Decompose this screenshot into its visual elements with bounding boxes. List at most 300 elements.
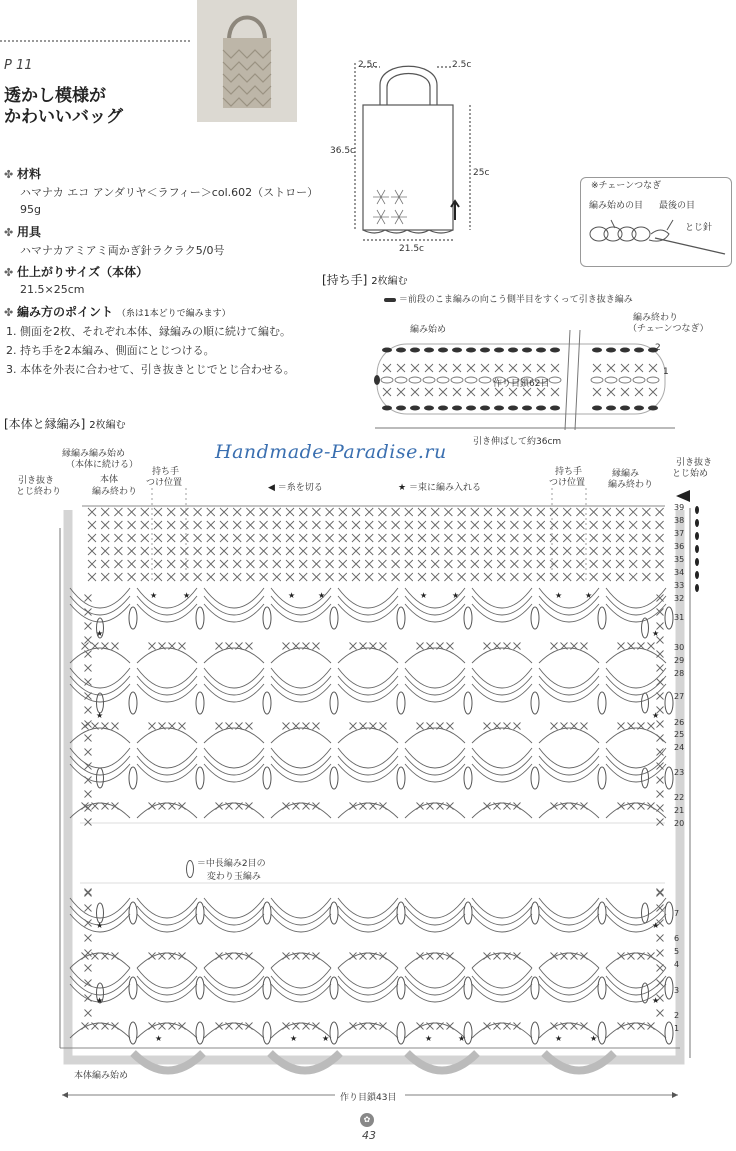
sc-stitch — [326, 547, 334, 555]
materials-heading: 材料 — [17, 167, 42, 181]
sc-stitch — [180, 547, 188, 555]
sc-stitch — [273, 508, 281, 516]
sc-stitch — [88, 534, 96, 542]
row-number: 26 — [674, 718, 685, 727]
row-number: 32 — [674, 594, 685, 603]
chain-stitch — [479, 377, 491, 383]
sc-stitch — [85, 889, 92, 896]
chain-arch — [338, 968, 398, 988]
sc-stitch — [233, 534, 241, 542]
slip-stitch — [438, 348, 448, 353]
sc-stitch — [286, 547, 294, 555]
chain-arch — [137, 764, 197, 782]
direction-arrow-icon — [451, 201, 459, 220]
slip-stitch — [466, 348, 476, 353]
chain-stitch — [647, 377, 659, 383]
sc-stitch — [194, 534, 202, 542]
row-number: 30 — [674, 643, 685, 652]
slip-stitch — [424, 348, 434, 353]
diamond-bullet-icon: ✤ — [4, 306, 14, 319]
sc-stitch — [576, 560, 584, 568]
sc-stitch — [418, 573, 426, 581]
chain-arch — [405, 764, 465, 782]
sc-stitch — [378, 508, 386, 516]
sc-stitch — [141, 521, 149, 529]
sc-stitch — [85, 595, 92, 602]
puff-stitch — [129, 977, 137, 999]
sc-stitch — [616, 534, 624, 542]
sc-stitch — [85, 1010, 92, 1017]
chain-arch — [338, 668, 398, 688]
sc-stitch — [484, 521, 492, 529]
chain-arch — [137, 968, 197, 988]
sc-stitch — [260, 521, 268, 529]
chain-arch — [137, 648, 197, 663]
page-number: 43 — [362, 1129, 376, 1142]
handle-pos-left: 持ち手 — [152, 467, 180, 477]
slip-stitch — [592, 348, 602, 353]
sc-stitch — [550, 534, 558, 542]
puff-stitch — [129, 902, 137, 924]
chain-arch — [70, 803, 130, 818]
slip-join-label-2: とじ終わり — [16, 487, 62, 497]
chain-arch — [271, 976, 331, 995]
watermark: Handmade-Paradise.ru — [215, 441, 447, 463]
sc-stitch — [603, 521, 611, 529]
chain-arch — [204, 728, 264, 743]
puff-stitch — [330, 692, 338, 714]
sc-stitch — [657, 889, 664, 896]
slip-stitch — [536, 348, 546, 353]
chain-arch — [539, 976, 599, 995]
sc-stitch — [85, 749, 92, 756]
chain-arch — [204, 906, 264, 925]
chain-arch — [271, 984, 331, 1002]
puff-stitch — [464, 977, 472, 999]
puff-legend-1: ＝中長編み2目の — [196, 859, 266, 869]
chain-stitch — [465, 377, 477, 383]
sc-stitch — [550, 521, 558, 529]
puff-stitch — [397, 902, 405, 924]
puff-stitch — [196, 902, 204, 924]
sc-stitch — [180, 534, 188, 542]
chain-arch — [70, 588, 130, 608]
sc-stitch — [425, 388, 433, 396]
sc-stitch — [397, 364, 405, 372]
sc-stitch — [656, 534, 664, 542]
sc-stitch — [621, 388, 629, 396]
chain-arch — [271, 764, 331, 782]
chain-arch — [472, 914, 532, 932]
puff-stitch — [531, 767, 539, 789]
sc-stitch — [603, 508, 611, 516]
chain-arch — [271, 648, 331, 663]
chain-arch — [472, 764, 532, 782]
row-number: 24 — [674, 743, 685, 752]
chain-arch — [137, 676, 197, 695]
sc-stitch — [128, 521, 136, 529]
chain-arch — [405, 668, 465, 688]
chain-arch — [70, 756, 130, 775]
sc-stitch — [273, 573, 281, 581]
chain-arch — [204, 984, 264, 1002]
dim-handle-right: 2.5c — [452, 60, 472, 70]
sc-stitch — [524, 573, 532, 581]
puff-stitch — [642, 903, 649, 923]
sc-stitch — [339, 573, 347, 581]
chain-arch — [204, 914, 264, 932]
tools-heading: 用具 — [17, 225, 42, 239]
sc-stitch — [418, 547, 426, 555]
chain-arch — [405, 648, 465, 663]
sc-stitch — [642, 547, 650, 555]
handle-chain: 作り目鎖62目 — [493, 379, 550, 389]
sc-stitch — [299, 560, 307, 568]
sc-stitch — [524, 547, 532, 555]
sc-stitch — [286, 560, 294, 568]
sc-stitch — [194, 521, 202, 529]
sc-stitch — [590, 560, 598, 568]
chain-arch — [271, 953, 331, 968]
star-marker: ★ — [96, 711, 104, 720]
sc-stitch — [128, 508, 136, 516]
sc-stitch — [497, 534, 505, 542]
sc-stitch — [405, 534, 413, 542]
chain-arch — [405, 803, 465, 818]
chain-arch — [405, 898, 465, 918]
sc-stitch — [339, 508, 347, 516]
puff-stitch — [97, 768, 104, 788]
points-item-3: 3. 本体を外表に合わせて、引き抜きとじでとじ合わせる。 — [6, 363, 295, 376]
chain-stitch — [605, 377, 617, 383]
sc-stitch — [648, 723, 655, 730]
sc-stitch — [509, 364, 517, 372]
puff-stitch — [531, 692, 539, 714]
chain-arch — [271, 803, 331, 818]
slip-stitch — [438, 406, 448, 411]
sc-stitch — [312, 573, 320, 581]
sc-stitch — [411, 364, 419, 372]
chain-arch — [204, 588, 264, 608]
sc-stitch — [167, 534, 175, 542]
sc-stitch — [378, 560, 386, 568]
sc-stitch — [657, 935, 664, 942]
sc-stitch — [425, 364, 433, 372]
sc-stitch — [154, 508, 162, 516]
sc-stitch — [392, 560, 400, 568]
sc-stitch — [481, 364, 489, 372]
row-number: 6 — [674, 934, 680, 943]
chain-stitch — [619, 377, 631, 383]
chain-arch — [405, 748, 465, 768]
slip-stitch — [396, 406, 406, 411]
sc-stitch — [85, 665, 92, 672]
sc-stitch — [458, 521, 466, 529]
chain-arch — [271, 914, 331, 932]
puff-stitch — [263, 902, 271, 924]
sc-stitch — [128, 573, 136, 581]
row-number: 2 — [674, 1011, 680, 1020]
sc-stitch — [286, 573, 294, 581]
dim-width: 21.5c — [399, 244, 424, 254]
chain-arch — [338, 764, 398, 782]
chain-arch — [204, 803, 264, 818]
sc-stitch — [657, 609, 664, 616]
sc-stitch — [180, 508, 188, 516]
sc-stitch — [590, 547, 598, 555]
handle-legend: ＝前段のこま編みの向こう側半目をすくって引き抜き編み — [398, 295, 633, 305]
slip-stitch — [466, 406, 476, 411]
slip-stitch — [410, 348, 420, 353]
puff-stitch — [665, 692, 673, 714]
sc-stitch — [551, 388, 559, 396]
slip-stitch — [695, 545, 699, 553]
chain-arch — [70, 648, 130, 663]
star-marker: ★ — [590, 1034, 598, 1043]
sc-stitch — [114, 547, 122, 555]
sc-stitch — [510, 534, 518, 542]
sc-stitch — [154, 521, 162, 529]
sc-stitch — [524, 508, 532, 516]
sc-stitch — [657, 777, 664, 784]
sc-stitch — [392, 573, 400, 581]
dim-height-body: 25c — [473, 168, 490, 178]
row-number: 21 — [674, 806, 685, 815]
sc-stitch — [607, 364, 615, 372]
sc-stitch — [458, 573, 466, 581]
puff-stitch — [263, 607, 271, 629]
slip-stitch — [452, 406, 462, 411]
sc-stitch — [326, 560, 334, 568]
sc-stitch — [629, 560, 637, 568]
slip-stitch — [634, 348, 644, 353]
sc-stitch — [312, 560, 320, 568]
sc-stitch — [524, 560, 532, 568]
slip-stitch — [382, 406, 392, 411]
chain-arch — [137, 668, 197, 688]
sc-stitch — [365, 508, 373, 516]
star-marker: ★ — [288, 591, 296, 600]
puff-stitch — [263, 1022, 271, 1044]
sc-stitch — [179, 723, 186, 730]
sc-stitch — [453, 364, 461, 372]
bundle-legend: ＝束に編み入れる — [408, 483, 481, 493]
sc-stitch — [352, 534, 360, 542]
row-number: 25 — [674, 730, 685, 739]
chain-arch — [70, 953, 130, 968]
sc-stitch — [635, 364, 643, 372]
cut-legend: ＝糸を切る — [277, 483, 323, 493]
sc-stitch — [154, 547, 162, 555]
sc-stitch — [471, 521, 479, 529]
chain-arch — [271, 748, 331, 768]
chain-arch — [405, 756, 465, 775]
slip-stitch — [550, 348, 560, 353]
sc-stitch — [563, 534, 571, 542]
puff-stitch — [129, 1022, 137, 1044]
sc-stitch — [484, 573, 492, 581]
sc-stitch — [88, 508, 96, 516]
bag-photo-illustration — [197, 0, 297, 122]
sc-stitch — [365, 560, 373, 568]
puff-stitch — [330, 607, 338, 629]
sc-stitch — [471, 560, 479, 568]
chain-join-needle: とじ針 — [685, 223, 713, 233]
slip-stitch — [508, 406, 518, 411]
sc-stitch — [167, 573, 175, 581]
sc-stitch — [220, 573, 228, 581]
body-heading-row — [4, 415, 126, 432]
chain-arch — [338, 588, 398, 608]
chain-arch — [271, 676, 331, 695]
sc-stitch — [350, 643, 357, 650]
sc-stitch — [481, 388, 489, 396]
sc-stitch — [551, 364, 559, 372]
star-marker: ★ — [425, 1034, 433, 1043]
sc-stitch — [657, 890, 664, 897]
chain-arch — [472, 604, 532, 622]
chain-arch — [539, 968, 599, 988]
sc-stitch — [326, 521, 334, 529]
sc-stitch — [537, 547, 545, 555]
sc-stitch — [576, 573, 584, 581]
publisher-mark-icon: ✿ — [360, 1113, 374, 1127]
sc-stitch — [514, 723, 521, 730]
slip-stitch — [452, 348, 462, 353]
sc-stitch — [246, 573, 254, 581]
puff-stitch — [397, 692, 405, 714]
sc-stitch — [194, 547, 202, 555]
cut-yarn-triangle-icon — [676, 490, 690, 502]
chain-arch — [472, 803, 532, 818]
sc-stitch — [642, 573, 650, 581]
sc-stitch — [114, 534, 122, 542]
puff-stitch — [665, 607, 673, 629]
chain-arch — [539, 984, 599, 1002]
sc-stitch — [471, 534, 479, 542]
puff-stitch — [598, 1022, 606, 1044]
sc-stitch — [128, 534, 136, 542]
chain-arch — [271, 668, 331, 688]
slip-stitch — [382, 348, 392, 353]
sc-stitch — [458, 560, 466, 568]
puff-stitch — [397, 1022, 405, 1044]
sc-stitch — [154, 534, 162, 542]
star-marker: ★ — [183, 591, 191, 600]
tools-line-1: ハマナカアミアミ両かぎ針ラクラク5/0号 — [20, 244, 225, 257]
sc-stitch — [365, 547, 373, 555]
handle-heading: [持ち手] — [322, 273, 368, 287]
sc-stitch — [431, 560, 439, 568]
puff-stitch — [464, 1022, 472, 1044]
sc-stitch — [283, 723, 290, 730]
sc-stitch — [352, 547, 360, 555]
sc-stitch — [392, 534, 400, 542]
chain-arch — [472, 756, 532, 775]
chain-arch — [606, 898, 666, 918]
puff-stitch — [464, 692, 472, 714]
chain-stitch — [633, 377, 645, 383]
sc-stitch — [656, 508, 664, 516]
chain-arch — [204, 898, 264, 918]
chain-arch — [271, 906, 331, 925]
sc-stitch — [550, 560, 558, 568]
chain-arch — [271, 728, 331, 743]
sc-stitch — [233, 560, 241, 568]
chain-arch — [606, 596, 666, 615]
chain-arch — [70, 1023, 130, 1038]
sc-stitch — [339, 560, 347, 568]
sc-stitch — [497, 521, 505, 529]
sc-stitch — [439, 364, 447, 372]
sc-stitch — [350, 723, 357, 730]
header-divider — [0, 40, 190, 42]
sc-stitch — [114, 573, 122, 581]
edge-start-label: 縁編み編み始め — [62, 449, 126, 459]
chain-arch — [137, 756, 197, 775]
sc-stitch — [112, 643, 119, 650]
chain-arch — [405, 984, 465, 1002]
chain-arch — [472, 684, 532, 702]
sc-stitch — [616, 560, 624, 568]
sc-stitch — [85, 623, 92, 630]
sc-stitch — [616, 508, 624, 516]
chain-arch — [539, 748, 599, 768]
slip-stitch — [508, 348, 518, 353]
sc-stitch — [141, 560, 149, 568]
star-marker: ★ — [652, 629, 660, 638]
sc-stitch — [576, 521, 584, 529]
puff-stitch — [196, 692, 204, 714]
sc-stitch — [405, 547, 413, 555]
sc-stitch — [101, 521, 109, 529]
chain-stitch — [591, 377, 603, 383]
puff-stitch — [330, 902, 338, 924]
sc-stitch — [260, 560, 268, 568]
puff-stitch — [129, 607, 137, 629]
sc-stitch — [656, 560, 664, 568]
puff-stitch — [531, 902, 539, 924]
chain-arch — [539, 898, 599, 918]
handle-end: 編み終わり — [633, 313, 679, 323]
puff-stitch — [464, 607, 472, 629]
sc-stitch — [453, 388, 461, 396]
sc-stitch — [246, 547, 254, 555]
chain-arch — [137, 1023, 197, 1038]
sc-stitch — [260, 534, 268, 542]
sc-stitch — [484, 547, 492, 555]
body-count: 2枚編む — [89, 420, 126, 431]
slip-stitch — [536, 406, 546, 411]
sc-stitch — [299, 521, 307, 529]
body-width-arrow — [60, 1088, 680, 1102]
sc-stitch — [246, 723, 253, 730]
puff-stitch — [464, 767, 472, 789]
chain-arch — [204, 604, 264, 622]
sc-stitch — [352, 573, 360, 581]
sc-stitch — [312, 521, 320, 529]
chain-arch — [539, 914, 599, 932]
sc-stitch — [656, 547, 664, 555]
sc-stitch — [339, 547, 347, 555]
sc-stitch — [85, 890, 92, 897]
chain-arch — [405, 953, 465, 968]
sc-stitch — [101, 534, 109, 542]
diamond-bullet-icon: ✤ — [4, 168, 14, 181]
chain-arch — [70, 976, 130, 995]
sc-stitch — [82, 723, 89, 730]
sc-stitch — [418, 521, 426, 529]
